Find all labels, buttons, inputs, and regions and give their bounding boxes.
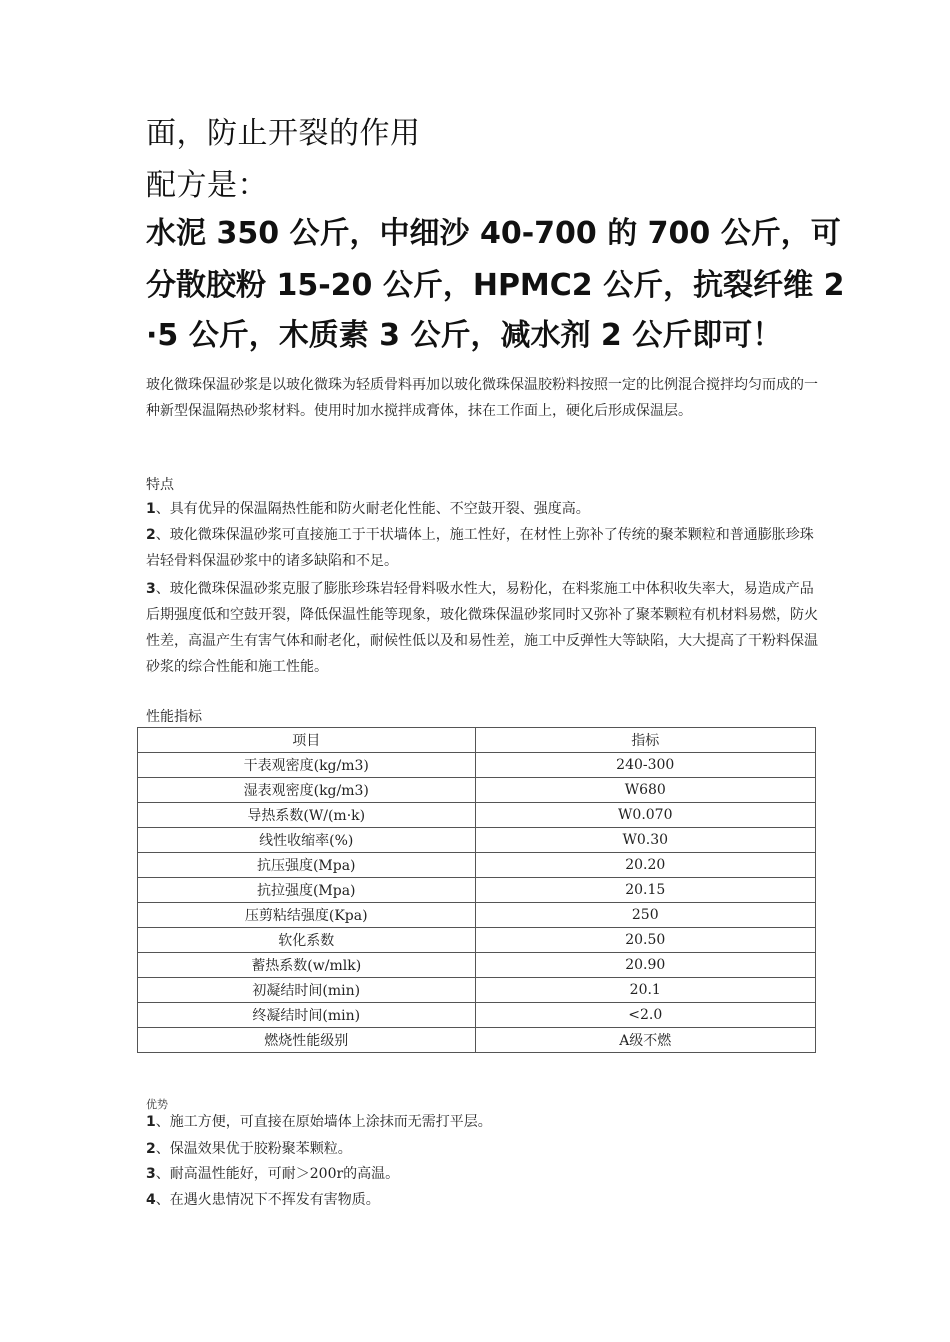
header-item: 项目: [138, 728, 476, 753]
table-row: [138, 1028, 816, 1053]
cell-item: 导热系数(W/(m·k): [138, 803, 476, 828]
table-row: [138, 803, 816, 828]
table-row: [138, 953, 816, 978]
advantage-number: 3: [146, 1166, 156, 1182]
heading-line-1: 面，防止开裂的作用: [146, 116, 421, 151]
features-title: 特点: [146, 477, 174, 493]
cell-value: 20.50: [475, 928, 816, 953]
cell-item: 软化系数: [138, 928, 476, 953]
cell-value: 20.90: [475, 953, 816, 978]
cell-item: 压剪粘结强度(Kpa): [138, 903, 476, 928]
advantage-item-1: [146, 1112, 492, 1132]
intro-paragraph: 玻化微珠保温砂浆是以玻化微珠为轻质骨料再加以玻化微珠保温胶粉料按照一定的比例混合搅拌均匀而成的一种新型保温隔热砂浆材料。使用时加水搅拌成膏体，抹在工作面上，硬化后形成保温层。: [146, 377, 818, 419]
cell-item: 蓄热系数(w/mlk): [138, 953, 476, 978]
cell-value: 20.15: [475, 878, 816, 903]
heading-line-4: 分散胶粉 15-20 公斤，HPMC2 公斤，抗裂纤维 2: [146, 268, 845, 303]
cell-item: 终凝结时间(min): [138, 1003, 476, 1028]
cell-value: 250: [475, 903, 816, 928]
cell-item: 抗拉强度(Mpa): [138, 878, 476, 903]
spec-table: [137, 727, 816, 1053]
cell-item: 抗压强度(Mpa): [138, 853, 476, 878]
table-row: [138, 903, 816, 928]
advantage-number: 1: [146, 1114, 156, 1130]
feature-number: 2: [146, 527, 156, 543]
advantage-text: 、施工方便，可直接在原始墙体上涂抹而无需打平层。: [155, 1114, 492, 1130]
advantage-item-3: [146, 1164, 399, 1184]
feature-item-1: [146, 496, 822, 522]
cell-value: W0.070: [475, 803, 816, 828]
cell-value: <2.0: [475, 1003, 816, 1028]
table-row: [138, 878, 816, 903]
feature-number: 3: [146, 581, 156, 597]
cell-item: 初凝结时间(min): [138, 978, 476, 1003]
cell-item: 干表观密度(kg/m3): [138, 753, 476, 778]
table-row: [138, 828, 816, 853]
cell-item: 湿表观密度(kg/m3): [138, 778, 476, 803]
heading-line-2: 配方是：: [146, 168, 268, 203]
cell-item: 燃烧性能级别: [138, 1028, 476, 1053]
header-value: 指标: [475, 728, 816, 753]
feature-text: 、具有优异的保温隔热性能和防火耐老化性能、不空鼓开裂、强度高。: [155, 501, 590, 517]
table-row: [138, 1003, 816, 1028]
advantage-number: 4: [146, 1192, 156, 1208]
table-row: [138, 753, 816, 778]
advantage-item-4: [146, 1190, 380, 1210]
advantage-text: 、保温效果优于胶粉聚苯颗粒。: [155, 1141, 352, 1157]
spec-table-title: 性能指标: [146, 709, 202, 725]
feature-number: 1: [146, 501, 156, 517]
feature-item-3: [146, 576, 822, 680]
cell-value: W680: [475, 778, 816, 803]
advantage-number: 2: [146, 1141, 156, 1157]
feature-text: 、玻化微珠保温砂浆克服了膨胀珍珠岩轻骨料吸水性大，易粉化，在料浆施工中体积收失率大，易造成产品后期强度低和空鼓开裂，降低保温性能等现象，玻化微珠保温砂浆同时又弥补了聚苯颗粒有机材料易燃，防火性差，高温产生有害气体和耐老化，耐候性低以及和易性差，施工中反弹性大等缺陷，大大提高了干粉料保温砂浆的综合性能和施工性能。: [146, 581, 818, 675]
cell-item: 线性收缩率(%): [138, 828, 476, 853]
advantage-text: 、在遇火患情况下不挥发有害物质。: [155, 1192, 380, 1208]
cell-value: W0.30: [475, 828, 816, 853]
table-header-row: [138, 728, 816, 753]
cell-value: 20.20: [475, 853, 816, 878]
heading-line-5: ·5 公斤，木质素 3 公斤，减水剂 2 公斤即可！: [146, 318, 783, 353]
advantage-item-2: [146, 1139, 352, 1159]
cell-value: 20.1: [475, 978, 816, 1003]
feature-item-2: [146, 522, 822, 574]
cell-value: 240-300: [475, 753, 816, 778]
table-row: [138, 978, 816, 1003]
heading-line-3: 水泥 350 公斤，中细沙 40-700 的 700 公斤，可: [146, 216, 841, 251]
table-row: [138, 853, 816, 878]
advantages-title: 优势: [146, 1098, 168, 1111]
table-row: [138, 928, 816, 953]
advantage-text: 、耐高温性能好，可耐＞200r的高温。: [155, 1166, 400, 1182]
table-row: [138, 778, 816, 803]
cell-value: A级不燃: [475, 1028, 816, 1053]
feature-text: 、玻化微珠保温砂浆可直接施工于干状墙体上，施工性好，在材性上弥补了传统的聚苯颗粒和普通膨胀珍珠岩轻骨料保温砂浆中的诸多缺陷和不足。: [146, 527, 814, 569]
